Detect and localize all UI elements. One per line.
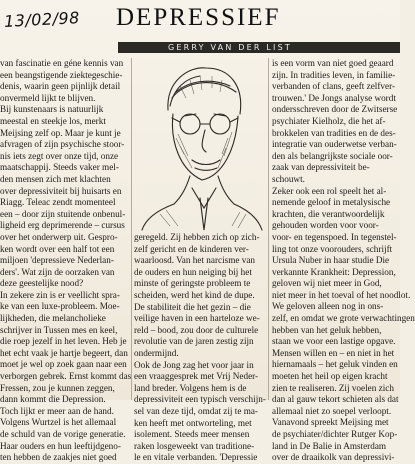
article-line: nis iets zegt over onze tijd, onze — [0, 150, 119, 161]
article-line: verborgen gebrek. Ernst kommt das — [0, 371, 132, 382]
article-line: depressiviteit een typisch verschijn- — [134, 394, 266, 405]
article-line: voor- en tegenspoed. In tegenstel- — [272, 231, 397, 242]
article-line: sel van deze tijd, omdat zij te ma- — [134, 405, 258, 416]
article-line: veilige haven in een harteloze we- — [134, 313, 260, 324]
article-line: isolement. Steeds meer mensen — [134, 429, 250, 440]
article-line: een beangstigende ziektegeschie- — [0, 69, 123, 80]
article-line: onvermeld lijkt te blijven. — [0, 92, 96, 103]
article-line: verkannte Krankheit: Depression, — [272, 266, 396, 277]
article-line: die roep jezelf in het leven. Heb je — [0, 336, 127, 347]
article-line: ondersschreven door de Zwitserse — [272, 104, 398, 115]
article-line: de ouders en hun neiging bij het — [134, 266, 252, 277]
article-line: ken heeft met ontworteling, met — [134, 417, 252, 428]
article-line: ken wordt over een half tot een — [0, 243, 115, 254]
article-line: over depressiviteit bij huisarts en — [0, 185, 122, 196]
article-line: De stabiliteit die het gezin – die — [134, 301, 251, 312]
article-line: moeten het heil op eigen kracht — [272, 371, 388, 382]
article-line: meestal en steekje los, merkt — [0, 115, 106, 126]
article-line: nemende geloof in metalysische — [272, 197, 391, 208]
article-line: maatschappij. Steeds vaker mel- — [0, 162, 119, 173]
text-column-left — [0, 58, 132, 464]
column-divider — [268, 58, 269, 400]
article-line: niet meer in het toeval of het noodlot. — [272, 289, 411, 300]
article-line: schrijver in Tussen mes en keel, — [0, 324, 118, 335]
article-line: de psychiater/dichter Rutger Kop- — [272, 429, 398, 439]
article-line: een vraaggesprek met Vrij Neder- — [134, 371, 259, 382]
article-line: waarloosd. Van het narcisme van — [134, 255, 256, 266]
article-line: ders'. Wat zijn de oorzaken van — [0, 266, 115, 277]
article-line: revolutie van de jaren zestig zijn — [134, 336, 254, 347]
article-line: zaak van depressiviteit be- — [272, 162, 370, 173]
article-line: le en vitale verbanden. 'Depressie — [134, 452, 258, 463]
article-line: de schuld van de vorige generatie. — [0, 429, 126, 439]
article-line: het echt vaak je hartje begeert, dan — [0, 347, 128, 358]
article-line: den als belangrijkste sociale oor- — [272, 150, 393, 161]
article-line: krachten, die verantwoordelijk — [272, 208, 385, 219]
article-line: deze geestelijke nood? — [0, 278, 84, 289]
article-line: land breder. Volgens hem is de — [134, 382, 247, 393]
article-line: Haar ouders en hun leeftijdgeno- — [0, 440, 121, 451]
article-line: ondermijnd. — [134, 347, 179, 358]
article-line: verbanden of clans, geeft zelfver- — [272, 81, 396, 92]
article-line: zijn. In tradities leven, in familie- — [272, 69, 396, 80]
article-line: We geloven alleen nog in ons- — [272, 301, 384, 312]
article-line: Fressen, zou je kunnen zeggen, — [0, 382, 115, 393]
article-line: zelf gericht en de kinderen ver- — [134, 243, 249, 254]
article-line: ke van een luxe-probleem. Moe- — [0, 301, 120, 312]
article-line: den mensen zich met klachten — [0, 173, 111, 184]
article-line: dann kommt die Depression. — [0, 394, 106, 405]
article-line: Vanavond spreekt Meijsing met — [272, 417, 389, 428]
article-line: brokkelen van tradities en de des- — [272, 127, 396, 138]
article-line: trouwen.' De Jongs analyse wordt — [272, 92, 396, 103]
article-line: geloven wij niet meer in God, — [272, 278, 382, 289]
article-line: reld – bood, zou door de culturele — [134, 324, 259, 335]
article-line: scheiden, werd het kind de dupe. — [134, 289, 255, 300]
article-line: Mensen willen en – en niet in het — [272, 347, 395, 358]
article-line: ligheid erg deprimerende – cursus — [0, 220, 125, 231]
portrait-sketch-icon — [140, 58, 264, 230]
column-divider — [131, 58, 132, 400]
article-line: ling tot onze voorouders, schrijft — [272, 243, 393, 254]
article-line: Ursula Nuber in haar studie Die — [272, 255, 390, 266]
article-line: dan al gauw tekort schieten als dat — [272, 394, 399, 405]
handwritten-date: 13/02/98 — [3, 8, 81, 31]
article-line: raken losgeweekt van traditione- — [134, 440, 255, 451]
article-line: hebben van het geluk hebben, — [272, 324, 382, 335]
article-line: zien te realiseren. Zij voelen zich — [272, 382, 394, 393]
article-line: integratie van ouderwetse verban- — [272, 139, 397, 150]
article-line: Ook de Jong zag het voor jaar in — [134, 359, 254, 370]
article-line: moet je wel op zoek gaan naar een — [0, 359, 127, 370]
article-line: zelf, en omdat we grote verwachtingen — [272, 313, 415, 324]
article-line: miljoen 'depressieve Nederlan- — [0, 255, 114, 266]
article-line: afvragen of zijn psychische stoor- — [0, 139, 125, 150]
article-line: Zeker ook een rol speelt het al- — [272, 185, 387, 196]
article-line: van fascinatie en géne kennis van — [0, 58, 124, 68]
article-line: Volgens Wurtzel is het allemaal — [0, 417, 117, 428]
article-line: Bij kunstenaars is natuurlijk — [0, 104, 104, 115]
article-line: geregeld. Zij hebben zich op zich- — [134, 232, 260, 242]
article-line: psychiater Kielholz, die het af- — [272, 115, 386, 126]
article-line: Meijsing zelf op. Maar je kunt je — [0, 127, 121, 138]
article-line: denis, waarin geen pijnlijk detail — [0, 81, 121, 92]
article-line: Toch lijkt er meer aan de hand. — [0, 405, 114, 416]
article-line: over het onderwerp uit. Gespro- — [0, 231, 118, 242]
article-line: staan we voor een lastige opgave. — [272, 336, 396, 347]
article-line: over de draaikolk van depressivi- — [272, 452, 395, 463]
article-line: is een vorm van niet goed geaard — [272, 58, 394, 68]
article-line: land in De Balie in Amsterdam — [272, 440, 387, 451]
text-column-right — [272, 58, 415, 464]
text-column-middle — [134, 232, 266, 464]
article-line: In zekere zin is er veellicht spra- — [0, 289, 120, 300]
article-line: een – door zijn stuitende onbenul- — [0, 208, 126, 219]
article-line: ten hebben de zaakjes niet goed — [0, 452, 117, 463]
article-line: allemaal niet zo soepel verloopt. — [272, 405, 392, 416]
article-line: minste of geringste probleem te — [134, 278, 251, 289]
article-line: lijkheden, die melancholieke — [0, 313, 106, 324]
article-line: schouwt. — [272, 173, 305, 184]
article-line: hiernamaals – het geluk vinden en — [272, 359, 398, 370]
portrait-drawing — [140, 58, 264, 230]
article-line: Riagg. Teleac zendt momenteel — [0, 197, 116, 208]
article-line: gehouden worden voor voor- — [272, 220, 379, 231]
byline: GERRY VAN DER LIST — [168, 43, 292, 52]
article-title: DEPRESSIEF — [116, 4, 281, 31]
